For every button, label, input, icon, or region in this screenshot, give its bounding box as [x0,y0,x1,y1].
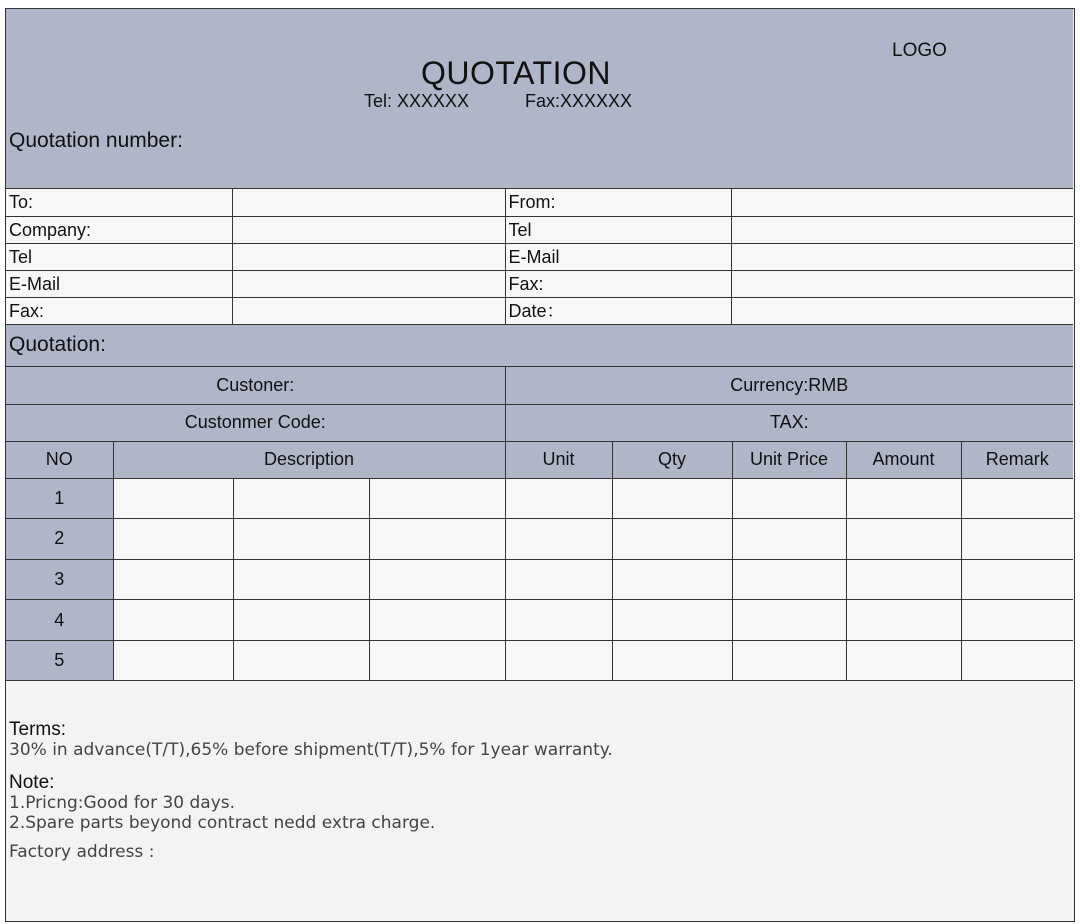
row-number: 2 [6,519,113,560]
from-value-cell[interactable] [731,189,1073,216]
table-row [6,519,1073,560]
tax-label: TAX: [505,404,1073,441]
description-cell[interactable] [369,640,505,681]
factory-address-label: Factory address : [9,842,155,862]
unit-cell[interactable] [505,519,612,560]
col-header-remark: Remark [961,441,1073,478]
items-header-row [6,441,1073,478]
date-label: Date： [505,297,731,324]
unit-price-cell[interactable] [732,640,846,681]
info-row [6,216,1073,243]
amount-cell[interactable] [846,640,961,681]
amount-cell[interactable] [846,559,961,600]
col-header-amount: Amount [846,441,961,478]
to-fax-value-cell[interactable] [232,297,505,324]
from-email-label: E-Mail [505,243,731,270]
unit-price-cell[interactable] [732,600,846,641]
items-table [6,367,1073,681]
row-number: 3 [6,559,113,600]
logo-placeholder: LOGO [892,40,947,61]
description-cell[interactable] [113,519,233,560]
qty-cell[interactable] [612,478,732,519]
to-email-value-cell[interactable] [232,270,505,297]
row-number: 1 [6,478,113,519]
customer-band-row [6,367,1073,404]
to-tel-value-cell[interactable] [232,243,505,270]
customer-label: Custoner: [6,367,505,404]
date-value-cell[interactable] [731,297,1073,324]
unit-cell[interactable] [505,600,612,641]
company-label: Company: [6,216,232,243]
quotation-section-band [6,325,1073,367]
customer-code-band-row [6,404,1073,441]
col-header-unit: Unit [505,441,612,478]
qty-cell[interactable] [612,559,732,600]
info-row [6,243,1073,270]
qty-cell[interactable] [612,519,732,560]
description-cell[interactable] [113,640,233,681]
to-label: To: [6,189,232,216]
note-line-2: 2.Spare parts beyond contract nedd extra charge. [9,813,436,833]
table-row [6,640,1073,681]
qty-cell[interactable] [612,600,732,641]
to-tel-label: Tel [6,243,232,270]
unit-price-cell[interactable] [732,559,846,600]
description-cell[interactable] [233,559,369,600]
contact-info-table [6,189,1073,325]
description-cell[interactable] [369,478,505,519]
col-header-qty: Qty [612,441,732,478]
description-cell[interactable] [369,559,505,600]
terms-footer [9,720,1069,862]
header-tel: Tel: XXXXXX [364,91,470,111]
description-cell[interactable] [233,519,369,560]
header-fax: Fax:XXXXXX [525,91,633,111]
info-row [6,270,1073,297]
to-fax-label: Fax: [6,297,232,324]
currency-label: Currency:RMB [505,367,1073,404]
unit-price-cell[interactable] [732,478,846,519]
from-tel-value-cell[interactable] [731,216,1073,243]
description-cell[interactable] [233,600,369,641]
row-number: 5 [6,640,113,681]
amount-cell[interactable] [846,478,961,519]
info-row [6,189,1073,216]
quotation-number-label: Quotation number: [9,129,183,152]
unit-cell[interactable] [505,640,612,681]
quotation-header [6,9,1073,189]
from-fax-label: Fax: [505,270,731,297]
row-number: 4 [6,600,113,641]
table-row [6,478,1073,519]
col-header-unit-price: Unit Price [732,441,846,478]
table-row [6,559,1073,600]
terms-text: 30% in advance(T/T),65% before shipment(T/T),5% for 1year warranty. [9,740,613,760]
note-title: Note: [9,772,55,793]
unit-cell[interactable] [505,478,612,519]
col-header-description: Description [113,441,505,478]
to-value-cell[interactable] [232,189,505,216]
info-row [6,297,1073,324]
from-tel-label: Tel [505,216,731,243]
unit-cell[interactable] [505,559,612,600]
quotation-sheet [5,8,1075,922]
remark-cell[interactable] [961,478,1073,519]
unit-price-cell[interactable] [732,519,846,560]
remark-cell[interactable] [961,519,1073,560]
remark-cell[interactable] [961,559,1073,600]
quotation-section-label: Quotation: [9,333,106,356]
amount-cell[interactable] [846,600,961,641]
amount-cell[interactable] [846,519,961,560]
col-header-no: NO [6,441,113,478]
description-cell[interactable] [369,600,505,641]
customer-code-label: Custonmer Code: [6,404,505,441]
description-cell[interactable] [113,478,233,519]
from-email-value-cell[interactable] [731,243,1073,270]
from-fax-value-cell[interactable] [731,270,1073,297]
qty-cell[interactable] [612,640,732,681]
document-title: QUOTATION [421,55,611,91]
terms-title: Terms: [9,719,66,740]
to-email-label: E-Mail [6,270,232,297]
table-row [6,600,1073,641]
description-cell[interactable] [369,519,505,560]
description-cell[interactable] [233,478,369,519]
description-cell[interactable] [233,640,369,681]
description-cell[interactable] [113,600,233,641]
remark-cell[interactable] [961,640,1073,681]
note-line-1: 1.Pricng:Good for 30 days. [9,793,236,813]
from-label: From: [505,189,731,216]
description-cell[interactable] [113,559,233,600]
company-value-cell[interactable] [232,216,505,243]
remark-cell[interactable] [961,600,1073,641]
